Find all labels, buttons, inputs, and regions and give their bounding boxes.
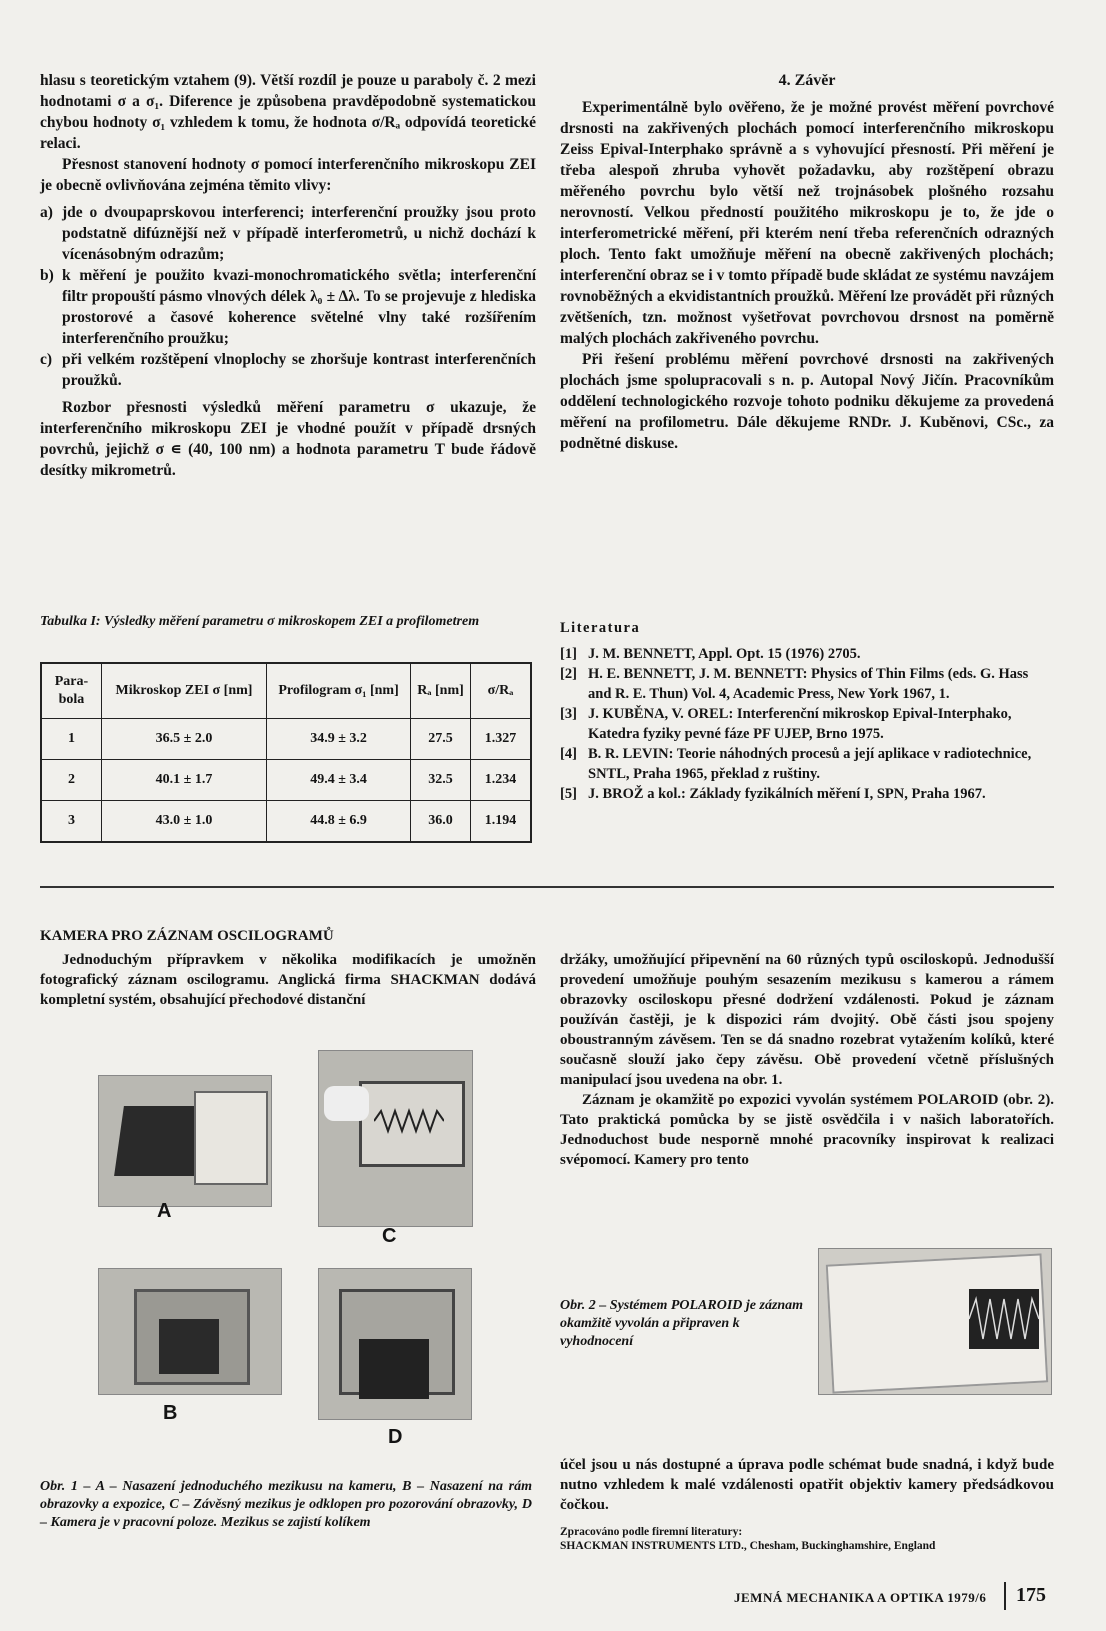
figure-1-caption: Obr. 1 – A – Nasazení jednoduchého mezikusu na kameru, B – Nasazení na rám obrazovky a expozice, C – Závěsný mezikus je odklopen pro pozorování obrazovky, D – Kamera je v pracovní poloze. Mezikus se zajistí kolíkem <box>40 1479 532 1530</box>
list-item <box>40 349 536 391</box>
figure-letter-b: B <box>163 1402 178 1424</box>
table-row <box>41 719 531 760</box>
table-cell: 40.1 ± 1.7 <box>101 760 266 801</box>
paragraph: Rozbor přesnosti výsledků měření parametru σ ukazuje, že interferenčního mikroskopu ZEI je vhodné použít v případě drsných povrchů, jejichž σ ∊ (40, 100 nm) a hodnota parametru T bude řádově desítky mikrometrů. <box>40 399 536 479</box>
list-item-label: c) <box>40 351 53 368</box>
source-note: Zpracováno podle firemní literatury: SHACKMAN INSTRUMENTS LTD., Chesham, Buckinghamshire, England <box>560 1526 936 1552</box>
table-cell: 2 <box>41 760 101 801</box>
reference-number: [2] <box>560 666 577 682</box>
list-item-text: k měření je použito kvazi-monochromatického světla; interferenční filtr propouští pásmo vlnových délek λ₀ ± Δλ. To se projevuje z hlediska prostorové a časové koherence světelné vlny také rozšířením interferenčního proužku; <box>62 267 536 347</box>
list-item-text: při velkém rozštěpení vlnoplochy se zhoršuje kontrast interferenčních proužků. <box>62 351 536 389</box>
table-header: Profilogram σ₁ [nm] <box>267 663 411 719</box>
table-row <box>41 801 531 843</box>
results-table <box>40 662 532 843</box>
table-cell: 1 <box>41 719 101 760</box>
list-item <box>40 202 536 265</box>
reference-number: [5] <box>560 786 577 802</box>
figure-photo-polaroid <box>818 1248 1052 1395</box>
section-divider <box>40 886 1054 888</box>
waveform-icon <box>374 1106 444 1136</box>
page-number: 175 <box>1016 1584 1046 1606</box>
table-cell: 27.5 <box>411 719 471 760</box>
table-cell: 34.9 ± 3.2 <box>267 719 411 760</box>
reference-text: J. BROŽ a kol.: Základy fyzikálních měření I, SPN, Praha 1967. <box>588 786 986 802</box>
left-column <box>40 70 536 481</box>
figure-photo-c <box>318 1050 473 1227</box>
list-item-text: jde o dvoupaprskovou interferenci; interferenční proužky jsou proto podstatně difúznější než v případě interferometrů, u nichž dochází k vícenásobným odrazům; <box>62 204 536 263</box>
table-header: σ/Rₐ <box>471 663 532 719</box>
reference-text: B. R. LEVIN: Teorie náhodných procesů a její aplikace v radiotechnice, SNTL, Praha 1965, překlad z ruštiny. <box>588 746 1032 782</box>
table-cell: 36.5 ± 2.0 <box>101 719 266 760</box>
table-header: Rₐ [nm] <box>411 663 471 719</box>
table-cell: 1.194 <box>471 801 532 843</box>
table-cell: 32.5 <box>411 760 471 801</box>
paragraph: účel jsou u nás dostupné a úprava podle schémat bude snadná, i když bude nutno vzhledem k malé vzdálenosti opatřit objektiv kamery předsádkovou čočkou. <box>560 1457 1054 1513</box>
paragraph: Experimentálně bylo ověřeno, že je možné provést měření povrchové drsnosti na zakřivených plochách pomocí interferenčního mikroskopu Zeiss Epival-Interphako správně a s vyhovující přesností. Při měření je třeba alespoň zhruba vyhovět požadavku, aby rozštěpení obrazu měřeného povrchu bylo větší než trojnásobek plošného rozsahu nerovností. Velkou předností použitého mikroskopu je to, že jde o interferometrické měření, při kterém není třeba referenčních odrazných ploch. Tento fakt umožňuje měření na obecně zakřivených plochách; interferenční obraz se i v tomto případě bude skládat ze systému navzájem rovnoběžných a ekvidistantních proužků. Měření lze provádět při různých zvětšeních, tzn. možnost vyšetřovat povrchovou drsnost na poměrně malých plochách zakřiveného povrchu. <box>560 99 1054 347</box>
table-cell: 3 <box>41 801 101 843</box>
literature <box>560 618 1054 804</box>
reference-text: J. KUBĚNA, V. OREL: Interferenční mikroskop Epival-Interphako, Katedra fyziky pevné fáze PF UJEP, Brno 1975. <box>588 706 1012 742</box>
waveform-icon <box>969 1289 1039 1349</box>
paragraph: držáky, umožňující připevnění na 60 různých typů osciloskopů. Jednodušší provedení umožňuje pouhým sesazením mezikusu s kamerou a rámem obrazovky osciloskopu přesné dodržení vzdálenosti. Pokud je záznam používán častěji, je k dispozici rám dvojitý. Obě části jsou spojeny oboustranným závěsem. Ten se dá snadno rozebrat vytažením kolíků, které současně slouží jako čepy závěsu. Obě provedení včetně příslušných manipulací jsou uvedena na obr. 1. Záznam je okamžitě po expozici vyvolán systémem POLAROID (obr. 2). Tato praktická pomůcka by se jistě osvědčila i v našich laboratořích. Jednoduchost bude nesporně mnohé pracovníky inspirovat k realizaci svépomocí. Kamery pro tento <box>560 952 1054 1168</box>
table-caption: Tabulka I: Výsledky měření parametru σ mikroskopem ZEI a profilometrem <box>40 614 480 629</box>
list-item <box>40 265 536 349</box>
figure-photo-b <box>98 1268 282 1395</box>
section-heading: 4. Závěr <box>778 72 836 89</box>
literature-heading: Literatura <box>560 620 641 636</box>
table-cell: 1.234 <box>471 760 532 801</box>
figure-letter-a: A <box>157 1200 172 1222</box>
figure-photo-a <box>98 1075 272 1207</box>
reference-text: H. E. BENNETT, J. M. BENNETT: Physics of Thin Films (eds. G. Hass and R. E. Thun) Vol. 4, Academic Press, New York 1967, 1. <box>588 666 1029 702</box>
figure-letter-d: D <box>388 1426 403 1448</box>
reference-number: [1] <box>560 646 577 662</box>
reference-item <box>560 784 1054 804</box>
table-header: Mikroskop ZEI σ [nm] <box>101 663 266 719</box>
reference-item <box>560 644 1054 664</box>
reference-item <box>560 744 1054 784</box>
reference-number: [4] <box>560 746 577 762</box>
reference-text: J. M. BENNETT, Appl. Opt. 15 (1976) 2705. <box>588 646 861 662</box>
table-cell: 36.0 <box>411 801 471 843</box>
right-column <box>560 70 1054 454</box>
paragraph: Jednoduchým přípravkem v několika modifikacích je umožněn fotografický záznam oscilogramu. Anglická firma SHACKMAN dodává kompletní systém, obsahující přechodové distanční <box>40 952 536 1008</box>
list-item-label: b) <box>40 267 54 284</box>
table-cell: 1.327 <box>471 719 532 760</box>
paragraph: Při řešení problému měření povrchové drsnosti na zakřivených plochách jsme spolupracovali s n. p. Autopal Nový Jičín. Pracovníkům oddělení technologického rozvoje tohoto podniku děkujeme za provedená měření na profilometru. Dále děkujeme RNDr. J. Kuběnovi, CSc., za podnětné diskuse. <box>560 351 1054 452</box>
figure-2-caption: Obr. 2 – Systémem POLAROID je záznam okamžitě vyvolán a připraven k vyhodnocení <box>560 1298 804 1349</box>
reference-number: [3] <box>560 706 577 722</box>
table-header-row <box>41 663 531 719</box>
list-item-label: a) <box>40 204 53 221</box>
table-cell: 49.4 ± 3.4 <box>267 760 411 801</box>
paragraph: hlasu s teoretickým vztahem (9). Větší rozdíl je pouze u paraboly č. 2 mezi hodnotami σ a σ₁. Diference je způsobena pravděpodobně systematickou chybou hodnoty σ₁ vzhledem k tomu, že hodnota σ/Rₐ odpovídá teoretické relaci. <box>40 72 536 152</box>
table-cell: 44.8 ± 6.9 <box>267 801 411 843</box>
article-title: KAMERA PRO ZÁZNAM OSCILOGRAMŮ <box>40 928 334 944</box>
table-header: Para-bola <box>41 663 101 719</box>
figure-photo-d <box>318 1268 472 1420</box>
footer-divider <box>1004 1582 1006 1610</box>
table-row <box>41 760 531 801</box>
footer-journal: JEMNÁ MECHANIKA A OPTIKA 1979/6 <box>734 1590 987 1605</box>
reference-item <box>560 704 1054 744</box>
table-cell: 43.0 ± 1.0 <box>101 801 266 843</box>
figure-letter-c: C <box>382 1225 397 1247</box>
paragraph: Přesnost stanovení hodnoty σ pomocí interferenčního mikroskopu ZEI je obecně ovlivňována zejména těmito vlivy: <box>40 156 536 194</box>
reference-item <box>560 664 1054 704</box>
